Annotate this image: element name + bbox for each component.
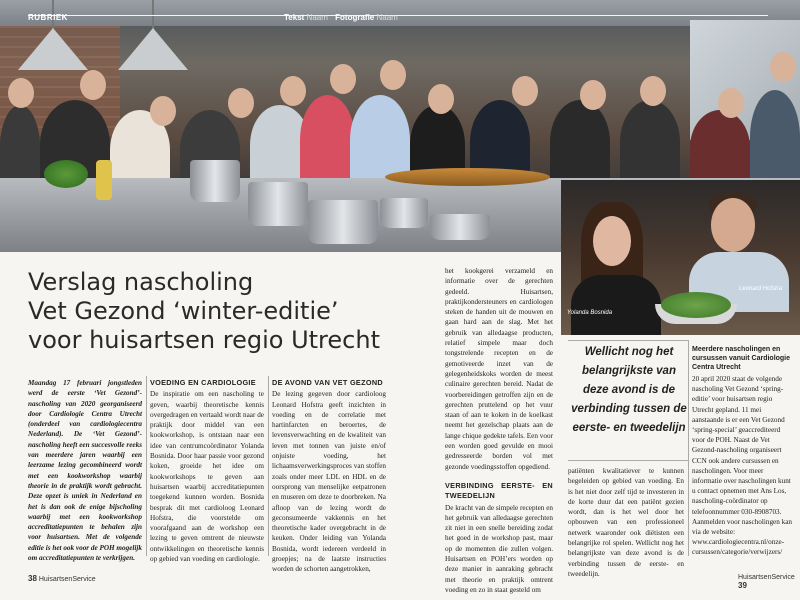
pendant-lamp: [118, 0, 188, 70]
page-number-right: 39: [738, 581, 747, 590]
body-paragraph: patiënten kwalitatiever te kunnen begeleiden op gebied van voeding. En is het niet door zelf tijd te investeren in de korte duur dat een patiënt gezien wordt, dan is het wel door het opbouwen van een professioneel netwerk waaronder ook diëtisten een belangrijke rol spelen. Wellicht nog het belangrijkste van deze avond is de verbinding tussen de eerste- en tweedelijn.: [568, 467, 684, 578]
text-credit-label: Tekst: [284, 13, 305, 22]
text-credit-name: Naam: [306, 13, 328, 22]
page-number-left: 38: [28, 574, 37, 583]
sidebar-body: 20 april 2020 staat de volgende nascholing Vet Gezond ‘spring-editie’ voor huisartsen regio Utrecht gepland. 11 mei aanstaande is er een Vet Gezond ‘spring-special’ geaccrediteerd voor de POH. Naast de Vet Gezond-nascholing organiseert CCN ook andere cursussen en nascholingen. Voor meer informatie over nascholingen kunt u contact opnemen met Ans Los, nascholing-coördinator op telefoonnummer 030-8908703. Aanmelden voor nascholingen kan via de website: www.cardiologiecentra.nl/onze-cursussen/categorie/verwijzers/: [692, 375, 792, 557]
info-sidebar: [692, 345, 792, 558]
column-1: [28, 378, 142, 563]
photo-credit-label: Fotografie: [335, 13, 375, 22]
body-paragraph: het kookgerei verzameld en informatie over de gerechten gedeeld. Huisartsen, praktijkondersteuners en cardiologen steken de handen uit de mouwen en gaan hard aan de slag. Met het gebruik van alledaagse producten, relatief simpele maar doch tongstrelende recepten en de gemotiveerde inzet van de gelegenheidskoks worden de meest culinaire gerechten bereid. Nadat de voorbereidingen getroffen zijn en de gerechten pruttelend op het vuur staan of aan te koken in de koelkast neemt het gezelschap plaats aan de lange chique gedekte tafels. Een voor een worden goed gevulde en mooi gedresseerde borden vol met gezonde voedingsstoffen opgediend.: [445, 267, 553, 471]
headline-line-3: voor huisartsen regio Utrecht: [28, 326, 380, 354]
pan: [430, 214, 490, 240]
headline-line-1: Verslag nascholing: [28, 268, 254, 296]
sidebar-heading: Meerdere nascholingen en cursussen vanuit Cardiologie Centra Utrecht: [692, 346, 791, 371]
portrait-photo: [561, 180, 800, 335]
herbs: [44, 160, 88, 188]
caption-yolanda: Yolanda Bosnida: [567, 310, 613, 316]
cooking-pot: [380, 198, 428, 228]
section-heading: DE AVOND VAN VET GEZOND: [272, 378, 383, 387]
section-heading: VERBINDING EERSTE- EN TWEEDELIJN: [445, 480, 553, 501]
headline-line-2: Vet Gezond ‘winter-editie’: [28, 297, 339, 325]
pendant-lamp: [18, 0, 88, 70]
oil-bottle: [96, 160, 112, 200]
caption-leonard: Leonard Hofstra: [739, 286, 783, 292]
magazine-name-right: HuisartsenService: [738, 574, 795, 581]
cooking-pot: [308, 200, 378, 244]
section-heading: VOEDING EN CARDIOLOGIE: [150, 378, 256, 387]
photo-credit-name: Naam: [376, 13, 398, 22]
section-label: RUBRIEK: [28, 13, 68, 22]
magazine-name-left: HuisartsenService: [38, 576, 96, 583]
body-paragraph: De kracht van de simpele recepten en het gebruik van alledaagse gerechten zit niet in een snelle bereiding zodat het goed in de workshop past, maar op de momenten die zullen volgen. Huisartsen en POH’ers worden op deze manier in aanraking gebracht met theorie en praktijk omtrent voeding en zo in staat gesteld om: [445, 503, 553, 594]
cooking-pot: [190, 160, 240, 202]
column-3: [272, 378, 386, 575]
photo-credits: [284, 13, 403, 22]
footer-left: [28, 574, 96, 583]
column-5: [568, 466, 684, 579]
intro-paragraph: Maandag 17 februari jongstleden werd de eerste ‘Vet Gezond’-nascholing van 2020 georganiseerd door Cardiologie Centra Utrecht (onderdeel van cardiologiecentra Nederland). De ‘Vet Gezond’-nascholing heeft een succesvolle reeks van meerdere jaren waarbij een leerzame lezing gecombineerd wordt met een kookworkshop waarbij theorie in de praktijk wordt gebracht. Deze opzet is uniek in Nederland en het is dan ook de enige bijscholing waarbij met een kookworkshop accreditatiepunten te behalen zijn voor huisartsen. Met de volgende editie is het ook voor de POH mogelijk om accreditatiepunten te verkrijgen.: [28, 379, 142, 563]
column-4: [445, 266, 553, 595]
article-headline: [28, 268, 438, 355]
column-2: [150, 378, 264, 564]
pan: [385, 168, 550, 186]
body-paragraph: De lezing gegeven door cardioloog Leonard Hofstra geeft inzichten in voeding en de correlatie met hartinfarcten en beroertes, de levensverwachting en de kwaliteit van leven met tonnen van juiste en/of onjuiste voeding, het lichaamsverwerkingsproces van stoffen zoals onder meer LDL en HDL en de oorsprong van menselijke eetpatronen en museren om deze te doorbreken. Na afloop van de lezing wordt de geconsumeerde vakkennis en het theoretische kader overgebracht in de keuken. Onder leiding van Yolanda Bosnida, wordt iedereen verdeeld in groepjes; na de laatste instructies worden de schorten aangetrokken,: [272, 390, 386, 574]
footer-right: [738, 574, 800, 590]
cooking-pot: [248, 182, 308, 226]
pull-quote: Wellicht nog het belangrijkste van deze avond is de verbinding tussen de eerste- en tweedelijn: [571, 346, 687, 434]
body-paragraph: De inspiratie om een nascholing te geven, waarbij theoretische kennis overgedragen en vertaald wordt naar de praktijk door middel van een kookworkshop, is ontstaan naar een idee van centrumcoördinator Yolanda Bosnida. Door haar passie voor gezond koken, groeide het idee om kookworkshops te geven aan huisartsen waarbij accreditatiepunten toegekend kunnen worden. Bosnida besprak dit met cardioloog Leonard Hofstra, die voorstelde om voorafgaand aan de workshop een lezing te geven omtrent de nieuwste ontwikkelingen en theoretische kennis op gebied van voeding en cardiologie.: [150, 390, 264, 564]
